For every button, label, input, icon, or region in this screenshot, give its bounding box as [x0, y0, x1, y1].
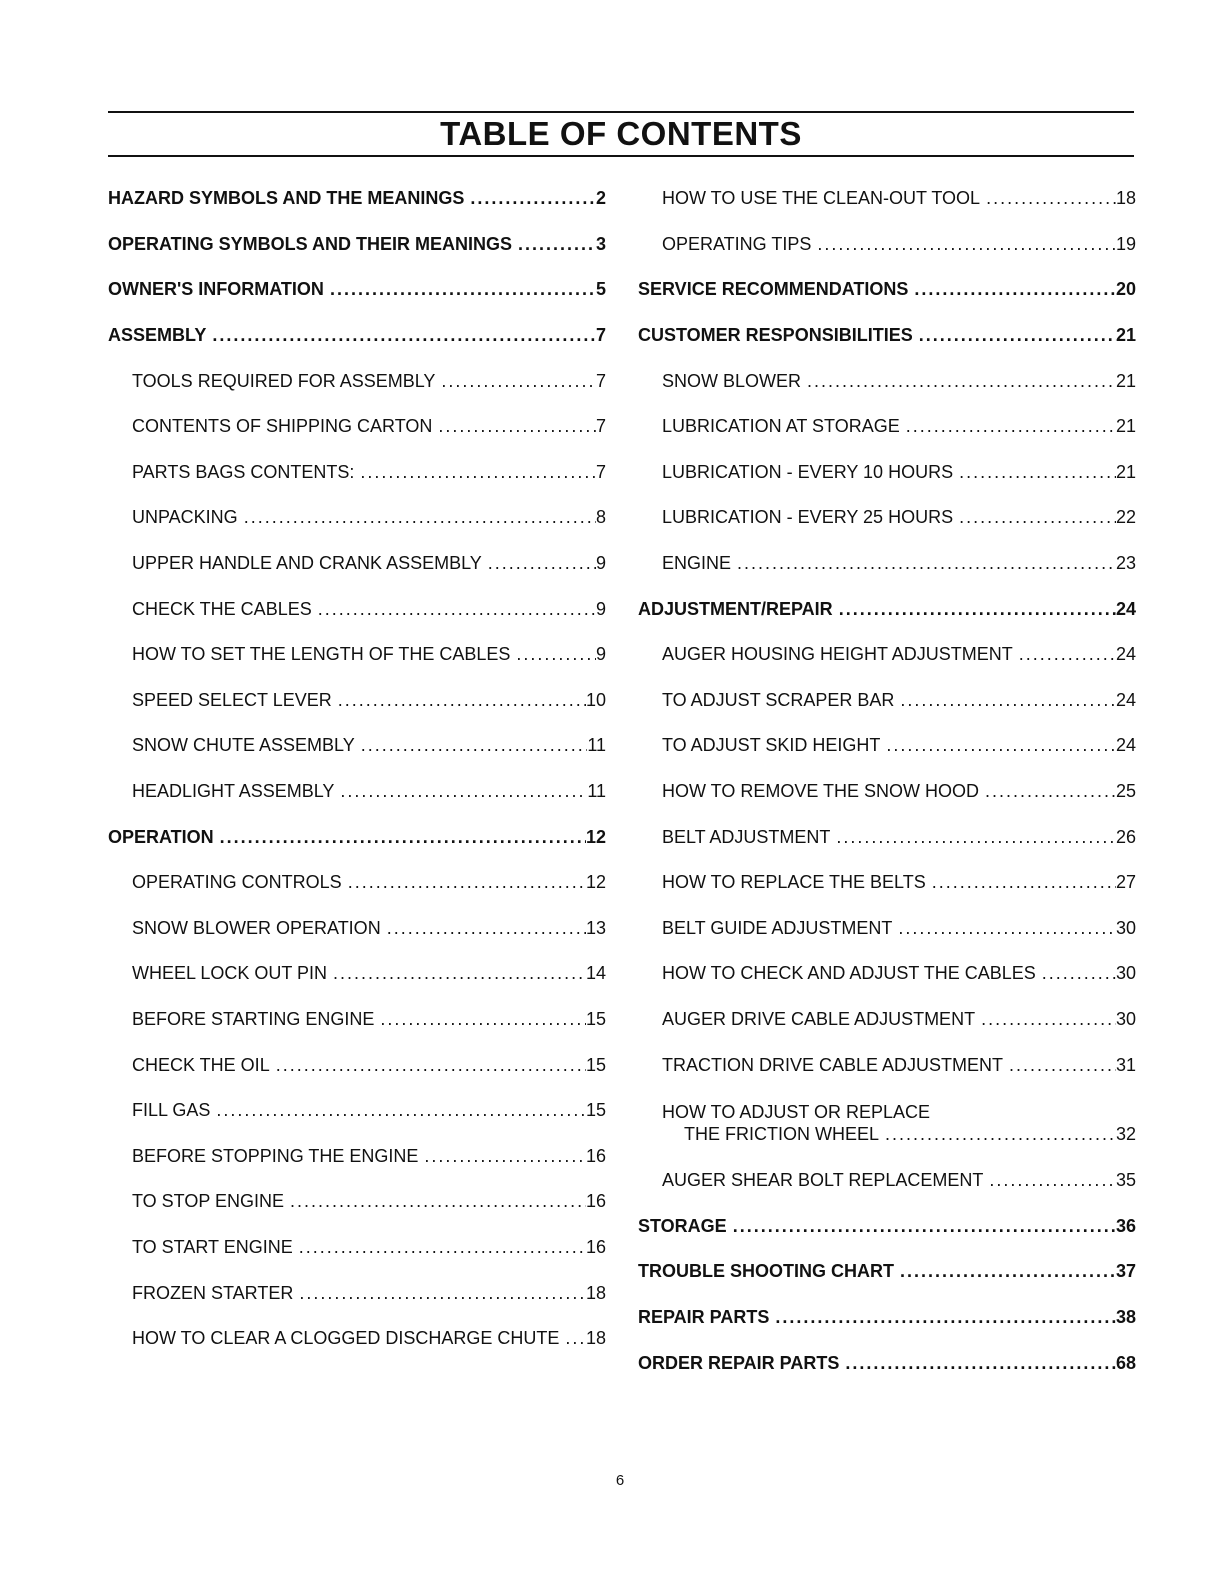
page-title: TABLE OF CONTENTS [440, 115, 802, 152]
toc-entry-label: CUSTOMER RESPONSIBILITIES [638, 325, 913, 346]
toc-entry-page: 12 [585, 872, 606, 893]
toc-entry-page: 2 [595, 188, 606, 209]
toc-entry-page: 7 [595, 416, 606, 437]
toc-right-column [638, 176, 1136, 1386]
dot-leader [894, 690, 1116, 711]
toc-entry-label: HOW TO ADJUST OR REPLACE [662, 1101, 931, 1122]
dot-leader [975, 1009, 1116, 1030]
dot-leader [512, 234, 596, 255]
toc-entry-label: SNOW CHUTE ASSEMBLY [132, 735, 355, 756]
toc-entry [108, 1316, 606, 1362]
toc-entry-label: LUBRICATION - EVERY 10 HOURS [662, 461, 954, 482]
dot-leader [892, 918, 1116, 939]
toc-entry-page: 20 [1115, 279, 1136, 300]
toc-entry-label: STORAGE [638, 1215, 727, 1236]
toc-entry-label: SERVICE RECOMMENDATIONS [638, 279, 909, 300]
toc-entry-label: SNOW BLOWER OPERATION [132, 917, 381, 938]
toc-entry [638, 997, 1136, 1043]
toc-entry [638, 860, 1136, 906]
dot-leader [293, 1237, 586, 1258]
toc-entry-label: BELT ADJUSTMENT [662, 826, 831, 847]
toc-entry-label: AUGER HOUSING HEIGHT ADJUSTMENT [662, 644, 1013, 665]
toc-entry [638, 176, 1136, 222]
toc-entry [638, 1249, 1136, 1295]
toc-entry-page: 37 [1115, 1261, 1136, 1282]
toc-entry-label: HOW TO CHECK AND ADJUST THE CABLES [662, 963, 1036, 984]
dot-leader [811, 234, 1116, 255]
toc-entry [638, 404, 1136, 450]
toc-entry-label: HOW TO USE THE CLEAN-OUT TOOL [662, 188, 981, 209]
toc-entry-label: LUBRICATION - EVERY 25 HOURS [662, 507, 954, 528]
toc-entry-page: 15 [585, 1054, 606, 1075]
toc-entry [638, 450, 1136, 496]
toc-entry-page: 16 [585, 1236, 606, 1257]
toc-entry-page: 32 [1115, 1123, 1136, 1144]
toc-entry-label: UNPACKING [132, 507, 238, 528]
toc-entry [638, 222, 1136, 268]
toc-entry [638, 267, 1136, 313]
toc-entry [108, 1133, 606, 1179]
toc-entry-label: HOW TO REMOVE THE SNOW HOOD [662, 781, 980, 802]
toc-entry-page: 12 [585, 826, 606, 847]
toc-entry [108, 906, 606, 952]
toc-entry [108, 404, 606, 450]
dot-leader [953, 462, 1116, 483]
toc-entry-page: 15 [585, 1008, 606, 1029]
dot-leader [293, 1283, 586, 1304]
toc-entry [638, 678, 1136, 724]
dot-leader [332, 690, 586, 711]
dot-leader [559, 1328, 586, 1349]
dot-leader [913, 325, 1116, 346]
dot-leader [270, 1055, 586, 1076]
dot-leader [354, 462, 596, 483]
toc-entry-label: REPAIR PARTS [638, 1306, 770, 1327]
toc-entry-page: 21 [1115, 325, 1136, 346]
toc-entry-label: PARTS BAGS CONTENTS: [132, 461, 355, 482]
toc-entry-page: 21 [1115, 416, 1136, 437]
toc-entry [638, 313, 1136, 359]
toc-entry-label: FROZEN STARTER [132, 1282, 294, 1303]
dot-leader [432, 416, 596, 437]
toc-entry-page: 21 [1115, 370, 1136, 391]
toc-entry-label: TRACTION DRIVE CABLE ADJUSTMENT [662, 1054, 1004, 1075]
toc-entry-page: 24 [1115, 598, 1136, 619]
toc-entry-page: 7 [595, 370, 606, 391]
page-number: 6 [615, 1472, 625, 1489]
dot-leader [953, 507, 1116, 528]
toc-entry-label: CONTENTS OF SHIPPING CARTON [132, 416, 433, 437]
dot-leader [206, 325, 596, 346]
toc-entry-label: BEFORE STARTING ENGINE [132, 1008, 375, 1029]
toc-entry-label: OPERATION [108, 826, 214, 847]
dot-leader [880, 735, 1116, 756]
toc-entry [638, 586, 1136, 632]
title-bottom-rule [108, 155, 1134, 157]
dot-leader [830, 827, 1116, 848]
dot-leader [210, 1100, 586, 1121]
dot-leader [879, 1123, 1116, 1145]
dot-leader [801, 371, 1116, 392]
toc-entry-page: 24 [1115, 735, 1136, 756]
toc-entry-label: SPEED SELECT LEVER [132, 689, 332, 710]
toc-entry [108, 997, 606, 1043]
toc-entry-page: 16 [585, 1191, 606, 1212]
dot-leader [334, 781, 587, 802]
toc-entry-page: 15 [585, 1100, 606, 1121]
dot-leader [926, 872, 1116, 893]
toc-entry-label: TO STOP ENGINE [132, 1191, 285, 1212]
toc-entry [108, 860, 606, 906]
dot-leader [238, 507, 596, 528]
toc-entry-label: TO ADJUST SKID HEIGHT [662, 735, 881, 756]
toc-entry-page: 25 [1115, 781, 1136, 802]
dot-leader [435, 371, 596, 392]
toc-entry-label: HEADLIGHT ASSEMBLY [132, 781, 335, 802]
toc-entry-label: AUGER SHEAR BOLT REPLACEMENT [662, 1170, 984, 1191]
dot-leader [381, 918, 586, 939]
toc-entry [108, 1088, 606, 1134]
toc-entry-page: 7 [595, 461, 606, 482]
toc-entry-page: 10 [585, 689, 606, 710]
dot-leader [1003, 1055, 1116, 1076]
toc-entry-page: 11 [587, 781, 606, 802]
toc-entry-label: OPERATING SYMBOLS AND THEIR MEANINGS [108, 233, 513, 254]
toc-entry [108, 769, 606, 815]
toc-entry [108, 951, 606, 997]
toc-entry [108, 495, 606, 541]
dot-leader [342, 872, 586, 893]
toc-entry [108, 358, 606, 404]
toc-entry [638, 1295, 1136, 1341]
toc-entry-label: TROUBLE SHOOTING CHART [638, 1261, 894, 1282]
toc-entry-label: HOW TO CLEAR A CLOGGED DISCHARGE CHUTE [132, 1328, 560, 1349]
toc-entry-label: HOW TO REPLACE THE BELTS [662, 872, 926, 893]
toc-entry-page: 11 [587, 735, 606, 756]
toc-entry-page: 30 [1115, 963, 1136, 984]
dot-leader [769, 1307, 1116, 1328]
toc-entry-page: 18 [1115, 188, 1136, 209]
toc-entry [638, 358, 1136, 404]
toc-entry-label: CHECK THE CABLES [132, 598, 312, 619]
toc-entry-label: TO ADJUST SCRAPER BAR [662, 689, 895, 710]
toc-entry [638, 632, 1136, 678]
toc-entry [108, 541, 606, 587]
toc-entry-page: 31 [1115, 1054, 1136, 1075]
toc-entry [108, 267, 606, 313]
toc-entry-page: 24 [1115, 644, 1136, 665]
toc-entry-page: 38 [1115, 1306, 1136, 1327]
toc-entry [108, 450, 606, 496]
toc-entry [108, 1179, 606, 1225]
toc-entry-label: UPPER HANDLE AND CRANK ASSEMBLY [132, 553, 482, 574]
toc-entry-label-continued: THE FRICTION WHEEL [684, 1123, 880, 1144]
toc-entry [638, 495, 1136, 541]
toc-left-column [108, 176, 606, 1361]
dot-leader [839, 1353, 1116, 1374]
dot-leader [727, 1216, 1116, 1237]
toc-entry [638, 1340, 1136, 1386]
dot-leader [833, 599, 1116, 620]
toc-entry-label: LUBRICATION AT STORAGE [662, 416, 900, 437]
dot-leader [908, 279, 1116, 300]
dot-leader [355, 735, 588, 756]
toc-entry-label: AUGER DRIVE CABLE ADJUSTMENT [662, 1008, 976, 1029]
toc-entry [108, 1270, 606, 1316]
dot-leader [312, 599, 596, 620]
dot-leader [983, 1170, 1116, 1191]
toc-entry-page: 36 [1115, 1215, 1136, 1236]
dot-leader [510, 644, 596, 665]
dot-leader [418, 1146, 586, 1167]
dot-leader [482, 553, 596, 574]
toc-entry-label: ORDER REPAIR PARTS [638, 1352, 840, 1373]
toc-entry-page: 23 [1115, 553, 1136, 574]
toc-entry-page: 68 [1115, 1352, 1136, 1373]
toc-entry-label: WHEEL LOCK OUT PIN [132, 963, 328, 984]
toc-entry-label: OPERATING TIPS [662, 233, 812, 254]
toc-entry-page: 26 [1115, 826, 1136, 847]
toc-entry-page: 27 [1115, 872, 1136, 893]
toc-entry-label: BELT GUIDE ADJUSTMENT [662, 917, 893, 938]
toc-entry [638, 723, 1136, 769]
toc-entry-label: CHECK THE OIL [132, 1054, 270, 1075]
toc-entry [638, 1158, 1136, 1204]
toc-entry-page: 18 [585, 1328, 606, 1349]
toc-entry-label: OWNER'S INFORMATION [108, 279, 324, 300]
toc-entry-label: ADJUSTMENT/REPAIR [638, 598, 833, 619]
toc-entry-label: SNOW BLOWER [662, 370, 802, 391]
toc-entry-page: 24 [1115, 689, 1136, 710]
toc-entry-page: 19 [1115, 233, 1136, 254]
toc-entry [108, 313, 606, 359]
toc-entry-page: 8 [595, 507, 606, 528]
toc-entry [638, 769, 1136, 815]
toc-entry-page: 16 [585, 1145, 606, 1166]
toc-entry-label: ASSEMBLY [108, 325, 207, 346]
toc-entry-page: 35 [1115, 1170, 1136, 1191]
toc-entry-page: 9 [595, 553, 606, 574]
dot-leader [900, 416, 1116, 437]
toc-entry [638, 906, 1136, 952]
toc-entry [108, 723, 606, 769]
dot-leader [214, 827, 586, 848]
toc-entry [108, 586, 606, 632]
toc-entry-label: ENGINE [662, 553, 732, 574]
toc-entry [638, 1203, 1136, 1249]
dot-leader [464, 188, 596, 209]
dot-leader [731, 553, 1116, 574]
toc-entry [638, 541, 1136, 587]
toc-entry [638, 1042, 1136, 1088]
dot-leader [894, 1261, 1116, 1282]
toc-entry-page: 3 [595, 233, 606, 254]
toc-entry-page: 21 [1115, 461, 1136, 482]
toc-entry-label: OPERATING CONTROLS [132, 872, 342, 893]
toc-entry-page: 30 [1115, 917, 1136, 938]
toc-entry [108, 176, 606, 222]
dot-leader [1036, 963, 1116, 984]
toc-entry [108, 678, 606, 724]
toc-entry-label: TO START ENGINE [132, 1236, 293, 1257]
toc-entry-label: FILL GAS [132, 1100, 211, 1121]
toc-entry-label: TOOLS REQUIRED FOR ASSEMBLY [132, 370, 436, 391]
dot-leader [324, 279, 596, 300]
toc-entry-page: 30 [1115, 1008, 1136, 1029]
dot-leader [327, 963, 586, 984]
dot-leader [979, 781, 1116, 802]
dot-leader [374, 1009, 586, 1030]
toc-entry-page: 22 [1115, 507, 1136, 528]
toc-entry-label: HAZARD SYMBOLS AND THE MEANINGS [108, 188, 465, 209]
toc-entry [108, 1225, 606, 1271]
toc-entry [638, 814, 1136, 860]
dot-leader [284, 1191, 586, 1212]
toc-entry-page: 7 [595, 325, 606, 346]
dot-leader [1013, 644, 1116, 665]
toc-entry [108, 1042, 606, 1088]
toc-entry [638, 1088, 1136, 1158]
toc-entry-page: 9 [595, 644, 606, 665]
toc-entry [108, 632, 606, 678]
toc-entry-page: 13 [585, 917, 606, 938]
toc-entry [638, 951, 1136, 997]
dot-leader [980, 188, 1116, 209]
toc-entry [108, 222, 606, 268]
toc-entry-page: 18 [585, 1282, 606, 1303]
toc-entry-label: HOW TO SET THE LENGTH OF THE CABLES [132, 644, 511, 665]
toc-entry-page: 14 [585, 963, 606, 984]
toc-entry-label: BEFORE STOPPING THE ENGINE [132, 1145, 419, 1166]
toc-entry-page: 5 [595, 279, 606, 300]
toc-entry-page: 9 [595, 598, 606, 619]
toc-entry [108, 814, 606, 860]
